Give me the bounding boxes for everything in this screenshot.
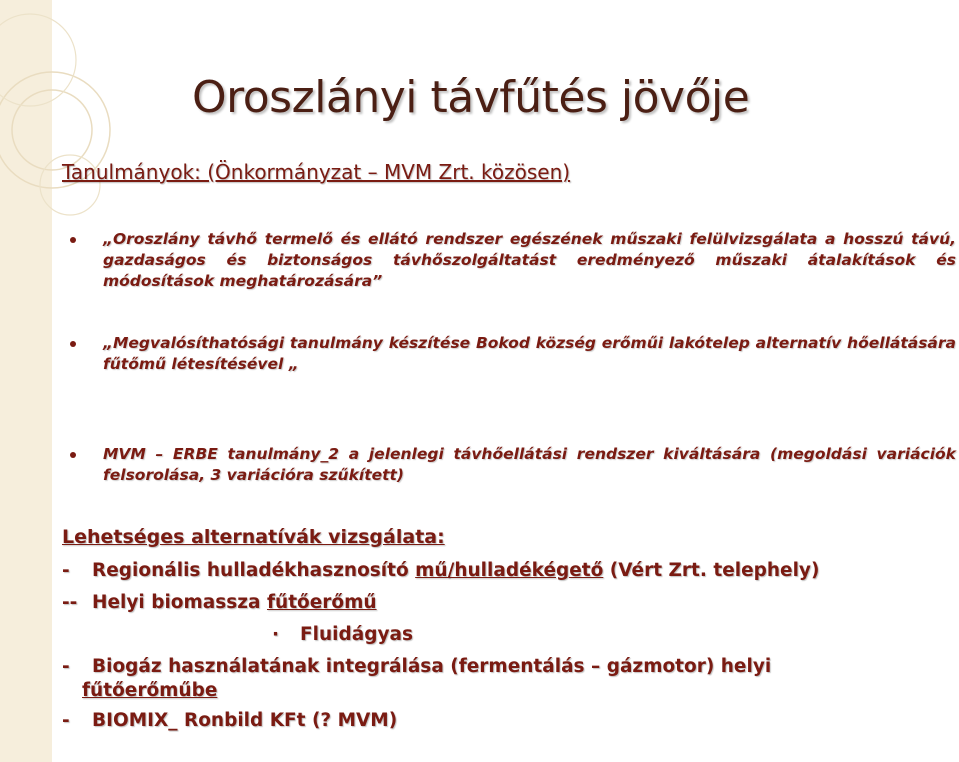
- bullet-text: MVM – ERBE tanulmány_2 a jelenlegi távhőellátási rendszer kiváltására (megoldási variációk felsorolása, 3 variációra szűkített): [103, 445, 956, 484]
- dash-marker: -: [62, 560, 70, 581]
- page-title: Oroszlányi távfűtés jövője: [192, 72, 750, 123]
- alternative-item-3-continuation: fűtőerőműbe: [82, 680, 218, 701]
- dash-marker: --: [62, 592, 78, 613]
- bullet-dot-icon: [70, 237, 76, 243]
- bullet-text: „Oroszlány távhő termelő és ellátó rendszer egészének műszaki felülvizsgálata a hosszú távú, gazdaságos és biztonságos távhőszolgáltatást eredményező műszaki átalakítások és módosítások meghatározására”: [103, 230, 956, 290]
- alternative-text: Regionális hulladékhasznosító mű/hulladékégető (Vért Zrt. telephely): [92, 560, 820, 581]
- bullet-text: „Megvalósíthatósági tanulmány készítése Bokod község erőműi lakótelep alternatív hőellátására fűtőmű létesítésével „: [103, 334, 956, 373]
- alternative-item-1: [62, 560, 820, 581]
- bullet-dot-icon: [70, 452, 76, 458]
- alternative-item-3: [62, 656, 772, 677]
- alternative-text: BIOMIX_ Ronbild KFt (? MVM): [92, 710, 398, 731]
- alternative-text: Biogáz használatának integrálása (fermentálás – gázmotor) helyi: [92, 656, 772, 677]
- alternative-sub-item: [272, 624, 414, 645]
- alternative-text: Helyi biomassza fűtőerőmű: [92, 592, 377, 613]
- dash-marker: -: [62, 656, 70, 677]
- bullet-item-1: [70, 229, 956, 292]
- bullet-item-3: [70, 444, 956, 486]
- alternative-item-4: [62, 710, 398, 731]
- alternative-sub-text: Fluidágyas: [300, 624, 414, 645]
- bullet-item-2: [70, 333, 956, 375]
- alternatives-heading: Lehetséges alternatívák vizsgálata:: [62, 526, 445, 548]
- bullet-dot-icon: [70, 341, 76, 347]
- alternative-item-2: [62, 592, 377, 613]
- decorative-circles: [0, 0, 120, 240]
- studies-subtitle: Tanulmányok: (Önkormányzat – MVM Zrt. közösen): [62, 160, 571, 184]
- bullet-dot-icon: ·: [272, 624, 280, 645]
- dash-marker: -: [62, 710, 70, 731]
